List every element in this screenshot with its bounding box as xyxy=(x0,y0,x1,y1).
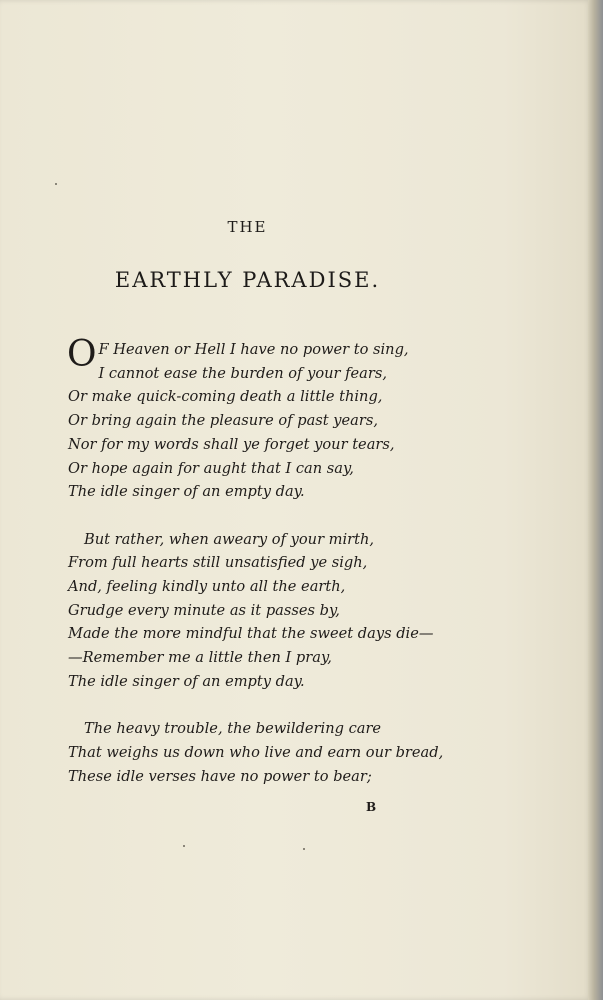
poem-line: O F Heaven or Hell I have no power to sing, xyxy=(67,334,409,375)
signature-mark: B xyxy=(366,800,377,814)
poem-line: Made the more mindful that the sweet days die— xyxy=(68,625,434,643)
poem-line: But rather, when aweary of your mirth, xyxy=(84,530,375,548)
page-edge xyxy=(588,0,603,1000)
poem-line: Or hope again for aught that I can say, xyxy=(68,459,354,477)
poem xyxy=(67,334,488,812)
stanza-3 xyxy=(68,717,488,788)
poem-line: Or make quick-coming death a little thing, xyxy=(68,388,383,406)
poem-line: Grudge every minute as it passes by, xyxy=(68,601,340,619)
title-earthly-paradise: EARTHLY PARADISE. xyxy=(114,268,381,292)
paper-speck xyxy=(183,845,185,847)
stanza-1 xyxy=(67,334,488,504)
poem-line: —Remember me a little then I pray, xyxy=(68,649,332,667)
poem-line: Nor for my words shall ye forget your tears, xyxy=(68,435,395,453)
poem-line: I cannot ease the burden of your fears, xyxy=(98,364,387,382)
poem-line: The idle singer of an empty day. xyxy=(68,483,305,501)
poem-line: Or bring again the pleasure of past years, xyxy=(68,412,378,430)
poem-line: The idle singer of an empty day. xyxy=(68,672,305,690)
title-the: THE xyxy=(227,218,268,236)
poem-line: The heavy trouble, the bewildering care xyxy=(84,720,382,738)
poem-line: These idle verses have no power to bear; xyxy=(68,767,372,785)
poem-line: From full hearts still unsatisfied ye sigh, xyxy=(68,554,368,572)
stanza-2 xyxy=(68,528,488,694)
poem-line: That weighs us down who live and earn our bread, xyxy=(68,743,444,761)
poem-line: And, feeling kindly unto all the earth, xyxy=(68,578,346,596)
paper-speck xyxy=(303,848,305,850)
paper-speck xyxy=(55,183,57,185)
drop-cap: O xyxy=(67,334,97,375)
